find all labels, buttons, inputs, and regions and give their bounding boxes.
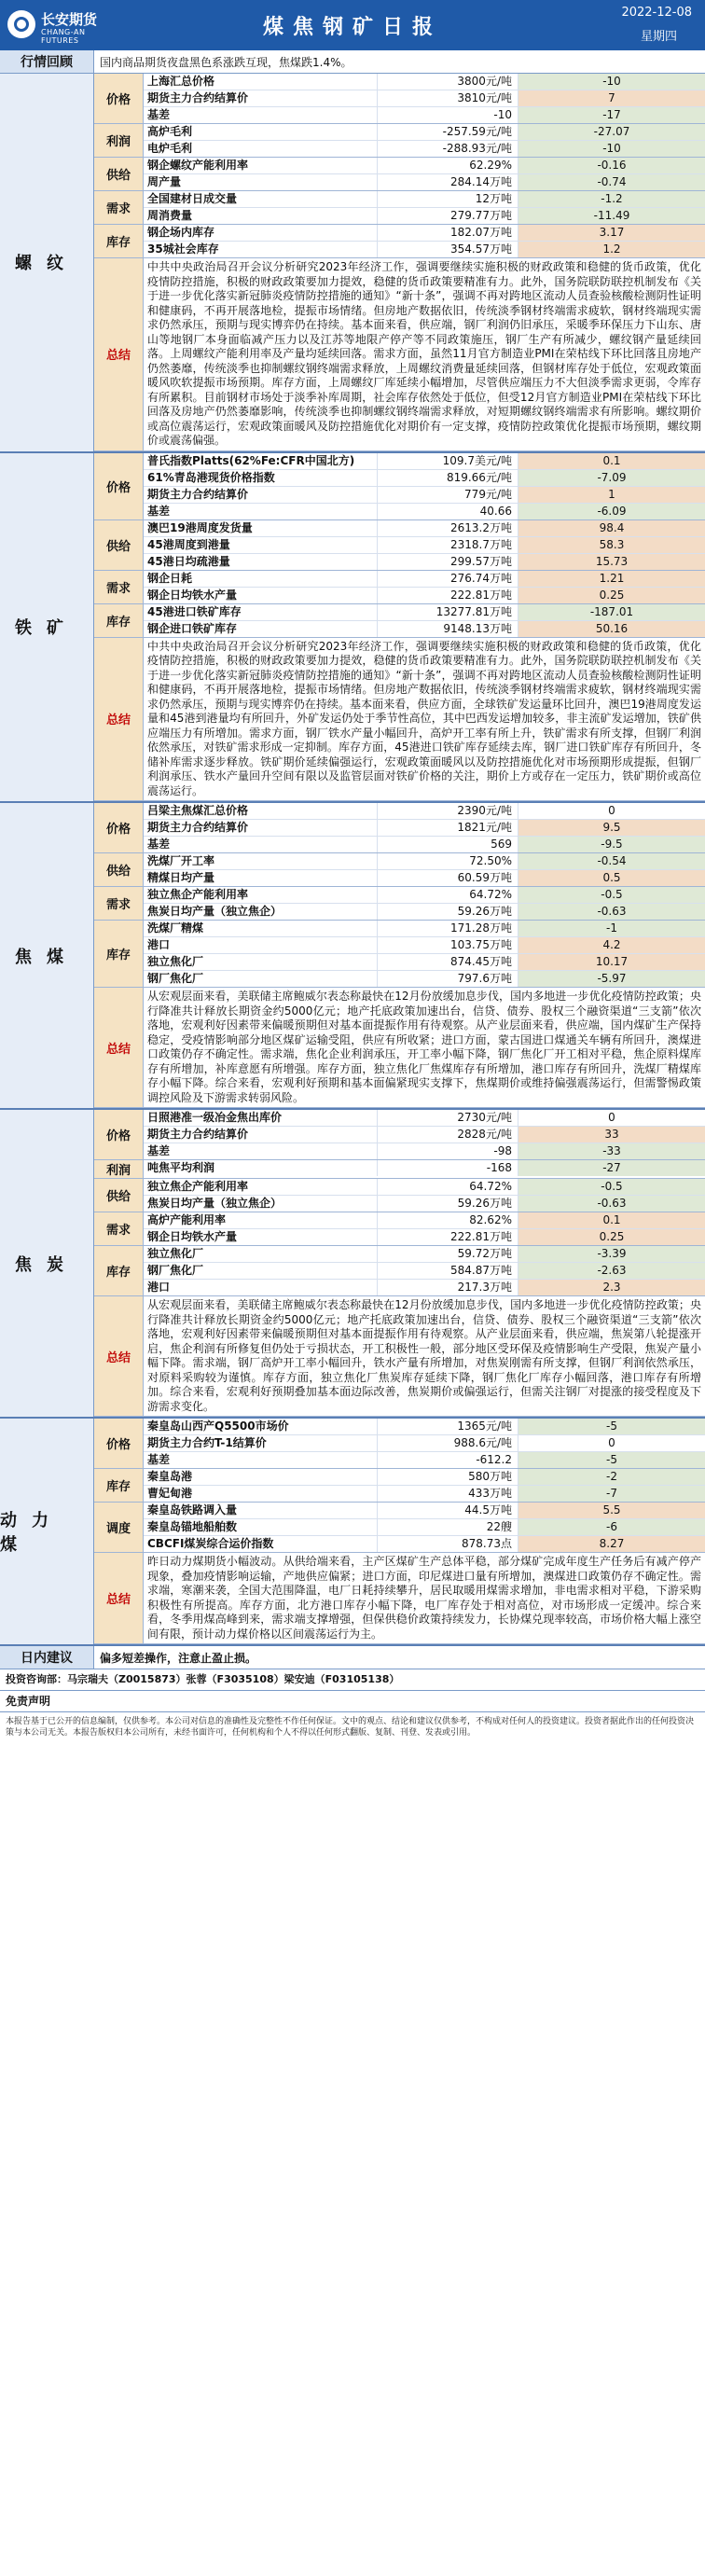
indicator-value: 40.66 xyxy=(378,504,518,519)
table-row xyxy=(144,1536,705,1552)
indicator-group xyxy=(94,604,705,638)
table-row xyxy=(144,604,705,621)
investment-consultants: 投资咨询部：马宗瑞夫（Z0015873）张蓉（F3035108）梁安迪（F03105138） xyxy=(0,1669,705,1691)
table-row xyxy=(144,487,705,504)
indicator-group xyxy=(94,887,705,921)
indicator-value: 72.50% xyxy=(378,853,518,869)
indicator-change: -1 xyxy=(518,921,705,936)
indicator-change: -2 xyxy=(518,1469,705,1485)
report-header xyxy=(0,0,705,50)
indicator-value: 103.75万吨 xyxy=(378,937,518,953)
indicator-value: 2318.7万吨 xyxy=(378,537,518,553)
indicator-name: 港口 xyxy=(144,937,378,953)
indicator-change: -5.97 xyxy=(518,971,705,987)
group-label: 供给 xyxy=(94,158,144,190)
indicator-value: 59.26万吨 xyxy=(378,1196,518,1212)
group-label: 需求 xyxy=(94,887,144,920)
indicator-change: 50.16 xyxy=(518,621,705,637)
indicator-name: 日照港准一级冶金焦出库价 xyxy=(144,1110,378,1126)
intraday-advice-text: 偏多短差操作，注意止盈止损。 xyxy=(100,1651,257,1665)
table-row xyxy=(144,1143,705,1159)
indicator-name: 钢企螺纹产能利用率 xyxy=(144,158,378,173)
indicator-value: 12万吨 xyxy=(378,191,518,207)
table-row xyxy=(144,554,705,570)
table-row xyxy=(144,1110,705,1127)
indicator-value: 3810元/吨 xyxy=(378,90,518,106)
table-row xyxy=(144,621,705,637)
indicator-value: 62.29% xyxy=(378,158,518,173)
table-row xyxy=(144,837,705,852)
indicator-value: -257.59元/吨 xyxy=(378,124,518,140)
indicator-name: 期货主力合约T-1结算价 xyxy=(144,1435,378,1451)
indicator-group xyxy=(94,453,705,520)
indicator-value: 217.3万吨 xyxy=(378,1280,518,1295)
table-row xyxy=(144,208,705,224)
indicator-change: -5 xyxy=(518,1419,705,1434)
indicator-name: 期货主力合约结算价 xyxy=(144,487,378,503)
commodity-body xyxy=(94,74,705,451)
indicator-name: 秦皇岛港 xyxy=(144,1469,378,1485)
indicator-group xyxy=(94,1419,705,1469)
indicator-value: 222.81万吨 xyxy=(378,1229,518,1245)
indicator-change: 0.5 xyxy=(518,870,705,886)
indicator-change: -33 xyxy=(518,1143,705,1159)
indicator-change: -0.5 xyxy=(518,1179,705,1195)
indicator-change: 0.25 xyxy=(518,588,705,603)
disclaimer-text: 本报告基于已公开的信息编制，仅供参考。本公司对信息的准确性及完整性不作任何保证。文中的观点、结论和建议仅供参考，不构成对任何人的投资建议。投资者据此作出的任何投资决策与本公司无关。本报告版权归本公司所有，未经书面许可，任何机构和个人不得以任何形式翻版、复制、刊登、发表或引用。 xyxy=(6,1717,695,1738)
indicator-name: 基差 xyxy=(144,504,378,519)
summary-label: 总结 xyxy=(94,1296,144,1416)
commodity-sections xyxy=(0,74,705,1646)
commodity-name: 焦炭 xyxy=(0,1110,94,1417)
summary-text: 中共中央政治局召开会议分析研究2023年经济工作，强调要继续实施积极的财政政策和稳健的货币政策，优化疫情防控措施，积极的财政政策要加力提效，稳健的货币政策要精准有力。此外，国务院联防联控机制发布《关于进一步优化落实新冠肺炎疫情防控措施的通知》“新十条”，强调不再对跨地区流动人员查验核酸检测阴性证明和健康码，不再开展落地检，提振市场情绪。但房地产数据依旧，传统淡季钢材终端需求疲软，钢材终端现实需求仍然承压，预期与现实博弈仍在持续。基本面来看，供应端，钢厂利润仍旧承压，采暖季环保压力下山东、唐山等地钢厂本身面临减产压力以及江苏等地限产停产等不同政策施压，钢厂生产有所减少，螺纹钢产量延续回落。上周螺纹产能利用率及产量均延续回落。需求方面，虽然11月官方制造业PMI在荣枯线下环比回落且房地产仍然萎靡，传统淡季也抑制螺纹钢终端需求释放，上周螺纹消费量延续回落，但钢材库存处于低位，宏观政策面暖风吹软提振市场预期。库存方面，上周螺纹厂库延续小幅增加，尽管供应端压力不大但淡季需求更弱，令库存有所累积。目前钢材市场处于淡季补库周期，社会库存依然处于低位，但受12月官方制造业PMI在荣枯线下环比回落及房地产仍然萎靡影响，传统淡季也抑制螺纹钢终端需求释放，对短期螺纹钢终端需求有所影响。螺纹期价或高位震荡运行，宏观政策面暖风及防控措施优化对期价有一定支撑，疫情防控政策优化提振市场预期，螺纹期价或震荡偏强。 xyxy=(147,260,701,447)
table-row xyxy=(144,174,705,190)
table-row xyxy=(144,158,705,174)
table-row xyxy=(144,1246,705,1263)
group-label: 价格 xyxy=(94,803,144,852)
indicator-value: -10 xyxy=(378,107,518,123)
indicator-name: 钢企日均铁水产量 xyxy=(144,588,378,603)
indicator-value: 59.72万吨 xyxy=(378,1246,518,1262)
indicator-change: 3.17 xyxy=(518,225,705,241)
indicator-value: 433万吨 xyxy=(378,1486,518,1502)
table-row xyxy=(144,1196,705,1212)
indicator-change: 98.4 xyxy=(518,520,705,536)
indicator-name: 港口 xyxy=(144,1280,378,1295)
table-row xyxy=(144,504,705,519)
group-label: 利润 xyxy=(94,1160,144,1178)
table-row xyxy=(144,887,705,904)
indicator-name: 全国建材日成交量 xyxy=(144,191,378,207)
table-row xyxy=(144,1280,705,1295)
intraday-advice-row xyxy=(0,1646,705,1669)
group-label: 价格 xyxy=(94,1419,144,1468)
indicator-change: 0.25 xyxy=(518,1229,705,1245)
indicator-change: 58.3 xyxy=(518,537,705,553)
group-label: 库存 xyxy=(94,225,144,257)
indicator-change: -17 xyxy=(518,107,705,123)
indicator-name: 期货主力合约结算价 xyxy=(144,1127,378,1143)
commodity-section xyxy=(0,1419,705,1646)
indicator-name: 精煤日均产量 xyxy=(144,870,378,886)
indicator-group xyxy=(94,158,705,191)
indicator-group xyxy=(94,520,705,571)
table-row xyxy=(144,1263,705,1280)
indicator-value: 584.87万吨 xyxy=(378,1263,518,1279)
group-label: 需求 xyxy=(94,1212,144,1245)
indicator-value: 13277.81万吨 xyxy=(378,604,518,620)
indicator-name: 钢企场内库存 xyxy=(144,225,378,241)
indicator-name: 基差 xyxy=(144,1143,378,1159)
summary-label: 总结 xyxy=(94,638,144,801)
indicator-value: 797.6万吨 xyxy=(378,971,518,987)
indicator-group xyxy=(94,1212,705,1246)
table-row xyxy=(144,90,705,107)
indicator-value: 2828元/吨 xyxy=(378,1127,518,1143)
commodity-section xyxy=(0,74,705,453)
indicator-name: CBCFI煤炭综合运价指数 xyxy=(144,1536,378,1552)
indicator-change: 8.27 xyxy=(518,1536,705,1552)
indicator-group xyxy=(94,74,705,124)
indicator-change: -11.49 xyxy=(518,208,705,224)
indicator-value: 988.6元/吨 xyxy=(378,1435,518,1451)
indicator-value: 819.66元/吨 xyxy=(378,470,518,486)
indicator-name: 高炉产能利用率 xyxy=(144,1212,378,1228)
indicator-value: 874.45万吨 xyxy=(378,954,518,970)
summary-block xyxy=(94,1553,705,1644)
indicator-change: -27.07 xyxy=(518,124,705,140)
indicator-name: 独立焦企产能利用率 xyxy=(144,1179,378,1195)
table-row xyxy=(144,853,705,870)
indicator-group xyxy=(94,1110,705,1160)
commodity-name: 铁矿 xyxy=(0,453,94,802)
group-label: 库存 xyxy=(94,1469,144,1502)
indicator-change: -187.01 xyxy=(518,604,705,620)
summary-text: 中共中央政治局召开会议分析研究2023年经济工作，强调要继续实施积极的财政政策和稳健的货币政策，优化疫情防控措施，积极的财政政策要加力提效，稳健的货币政策要精准有力。此外，国务院联防联控机制发布《关于进一步优化落实新冠肺炎疫情防控措施的通知》“新十条”，强调不再对跨地区流动人员查验核酸检测阴性证明和健康码，不再开展落地检，提振市场情绪。但房地产数据依旧，传统淡季钢材终端需求疲软，钢材终端现实需求仍然承压，预期与现实博弈仍在持续。基本面来看，供应方面，全球铁矿发运量环比回升，澳巴19港周度发运量和45港到港量均有所回升，外矿发运仍处于季节性高位，其中巴西发运增加较多，非主流矿发运增加，铁矿供应端压力有所增加。需求方面，钢厂铁水产量小幅回升，高炉开工率有所上升，铁矿需求有所支撑，但钢厂利润依然承压，对铁矿需求形成一定抑制。库存方面，45港进口铁矿库存延续去库，钢厂进口铁矿库存有所回升，冬储补库需求逐步释放。铁矿期价延续偏强运行，宏观政策面暖风以及防控措施优化对市场预期形成提振，但钢厂利润承压、铁水产量回升空间有限以及监管层面对铁矿价格的关注，期价上方或存在一定压力，铁矿期价或高位震荡运行。 xyxy=(147,639,701,797)
indicator-value: 64.72% xyxy=(378,887,518,903)
indicator-name: 秦皇岛山西产Q5500市场价 xyxy=(144,1419,378,1434)
indicator-value: 9148.13万吨 xyxy=(378,621,518,637)
indicator-change: -0.63 xyxy=(518,904,705,920)
indicator-change: 0 xyxy=(608,1436,615,1449)
indicator-value: 44.5万吨 xyxy=(378,1503,518,1518)
group-label: 供给 xyxy=(94,1179,144,1212)
indicator-name: 钢企日耗 xyxy=(144,571,378,587)
table-row xyxy=(144,820,705,837)
indicator-value: 580万吨 xyxy=(378,1469,518,1485)
group-label: 需求 xyxy=(94,571,144,603)
indicator-name: 上海汇总价格 xyxy=(144,74,378,90)
summary-block xyxy=(94,1296,705,1417)
indicator-name: 35城社会库存 xyxy=(144,242,378,257)
report-date: 2022-12-08 xyxy=(621,6,692,20)
table-row xyxy=(144,571,705,588)
indicator-value: 1821元/吨 xyxy=(378,820,518,836)
indicator-change: -6 xyxy=(518,1519,705,1535)
table-row xyxy=(144,1127,705,1143)
indicator-value: -612.2 xyxy=(378,1452,518,1468)
indicator-value: 22艘 xyxy=(378,1519,518,1535)
indicator-change: -7.09 xyxy=(518,470,705,486)
indicator-name: 45港周度到港量 xyxy=(144,537,378,553)
indicator-name: 高炉毛利 xyxy=(144,124,378,140)
indicator-value: -98 xyxy=(378,1143,518,1159)
indicator-group xyxy=(94,191,705,225)
indicator-group xyxy=(94,571,705,604)
commodity-name: 焦煤 xyxy=(0,803,94,1108)
indicator-group xyxy=(94,921,705,988)
market-review-label: 行情回顾 xyxy=(0,50,94,73)
indicator-name: 吨焦平均利润 xyxy=(144,1160,378,1176)
commodity-section xyxy=(0,803,705,1110)
indicator-group xyxy=(94,1503,705,1553)
summary-label: 总结 xyxy=(94,988,144,1107)
indicator-change: 1.2 xyxy=(518,242,705,257)
table-row xyxy=(144,191,705,208)
indicator-value: 569 xyxy=(378,837,518,852)
indicator-name: 钢企进口铁矿库存 xyxy=(144,621,378,637)
indicator-change: 33 xyxy=(518,1127,705,1143)
logo-cn-text: 长安期货 xyxy=(41,11,98,28)
indicator-group xyxy=(94,1469,705,1503)
table-row xyxy=(144,470,705,487)
indicator-change: -10 xyxy=(518,74,705,90)
indicator-name: 吕梁主焦煤汇总价格 xyxy=(144,803,378,819)
indicator-value: 2613.2万吨 xyxy=(378,520,518,536)
summary-block xyxy=(94,988,705,1108)
indicator-name: 45港日均疏港量 xyxy=(144,554,378,570)
group-label: 供给 xyxy=(94,853,144,886)
indicator-name: 周产量 xyxy=(144,174,378,190)
table-row xyxy=(144,1212,705,1229)
indicator-name: 61%青岛港现货价格指数 xyxy=(144,470,378,486)
summary-text: 从宏观层面来看，美联储主席鲍威尔表态称最快在12月份放缓加息步伐，国内多地进一步优化疫情防控政策；央行降准共计释放长期资金约5000亿元；地产托底政策加速出台，信贷、债券、股权三个融资渠道“三支箭”依次落地，宏观利好因素带来偏暖预期但对基本面提振作用有待观察。从产业层面来看，供应端，焦炭第八轮提涨开启，焦企利润有所修复但仍处于亏损状态，开工积极性一般，部分地区受环保及疫情影响生产受限，焦炭产量小幅下降。需求端，钢厂高炉开工率小幅回升，铁水产量有所增加，对焦炭刚需有所支撑，但钢厂利润依然承压，对原料采购较为谨慎。库存方面，独立焦化厂焦炭库存延续下降，钢厂焦化厂库存小幅回落，港口库存有所增加。综合来看，宏观利好预期叠加基本面边际改善，焦炭期价或偏强运行，但需关注钢厂对提涨的接受程度及下游需求变化。 xyxy=(147,1298,701,1413)
indicator-change: -10 xyxy=(518,141,705,157)
table-row xyxy=(144,937,705,954)
indicator-value: 3800元/吨 xyxy=(378,74,518,90)
indicator-change: 9.5 xyxy=(518,820,705,836)
table-row xyxy=(144,1419,705,1435)
indicator-name: 焦炭日均产量（独立焦企） xyxy=(144,1196,378,1212)
indicator-change: -6.09 xyxy=(518,504,705,519)
group-label: 需求 xyxy=(94,191,144,224)
table-row xyxy=(144,870,705,886)
table-row xyxy=(144,520,705,537)
table-row xyxy=(144,588,705,603)
group-label: 库存 xyxy=(94,921,144,987)
table-row xyxy=(144,225,705,242)
indicator-change: -2.63 xyxy=(518,1263,705,1279)
table-row xyxy=(144,904,705,920)
indicator-value: 59.26万吨 xyxy=(378,904,518,920)
table-row xyxy=(144,537,705,554)
indicator-value: 109.7美元/吨 xyxy=(378,453,518,469)
table-row xyxy=(144,1179,705,1196)
indicator-value: 284.14万吨 xyxy=(378,174,518,190)
indicator-name: 洗煤厂开工率 xyxy=(144,853,378,869)
group-label: 价格 xyxy=(94,453,144,519)
table-row xyxy=(144,242,705,257)
indicator-change: 0 xyxy=(608,804,615,817)
indicator-name: 洗煤厂精煤 xyxy=(144,921,378,936)
table-row xyxy=(144,954,705,971)
indicator-value: 2390元/吨 xyxy=(378,803,518,819)
indicator-name: 期货主力合约结算价 xyxy=(144,90,378,106)
indicator-change: -0.5 xyxy=(518,887,705,903)
indicator-value: 2730元/吨 xyxy=(378,1110,518,1126)
indicator-value: 222.81万吨 xyxy=(378,588,518,603)
table-row xyxy=(144,1452,705,1468)
indicator-group xyxy=(94,853,705,887)
indicator-name: 独立焦化厂 xyxy=(144,954,378,970)
indicator-change: 10.17 xyxy=(518,954,705,970)
indicator-change: -0.63 xyxy=(518,1196,705,1212)
indicator-change: 1 xyxy=(518,487,705,503)
table-row xyxy=(144,453,705,470)
table-row xyxy=(144,971,705,987)
table-row xyxy=(144,1519,705,1536)
indicator-value: 299.57万吨 xyxy=(378,554,518,570)
indicator-change: 5.5 xyxy=(518,1503,705,1518)
indicator-name: 基差 xyxy=(144,1452,378,1468)
commodity-section xyxy=(0,1110,705,1419)
intraday-advice-label: 日内建议 xyxy=(0,1646,94,1669)
group-label: 供给 xyxy=(94,520,144,570)
indicator-name: 澳巴19港周度发货量 xyxy=(144,520,378,536)
indicator-name: 秦皇岛锚地船舶数 xyxy=(144,1519,378,1535)
indicator-group xyxy=(94,124,705,158)
table-row xyxy=(144,1486,705,1502)
indicator-name: 钢厂焦化厂 xyxy=(144,1263,378,1279)
indicator-change: 0.1 xyxy=(518,1212,705,1228)
indicator-value: 82.62% xyxy=(378,1212,518,1228)
indicator-value: 276.74万吨 xyxy=(378,571,518,587)
commodity-body xyxy=(94,1110,705,1417)
indicator-value: 1365元/吨 xyxy=(378,1419,518,1434)
indicator-change: -1.2 xyxy=(518,191,705,207)
indicator-change: -0.74 xyxy=(518,174,705,190)
indicator-group xyxy=(94,225,705,258)
table-row xyxy=(144,1469,705,1486)
indicator-name: 周消费量 xyxy=(144,208,378,224)
indicator-name: 独立焦化厂 xyxy=(144,1246,378,1262)
indicator-change: -0.54 xyxy=(518,853,705,869)
indicator-change: 2.3 xyxy=(518,1280,705,1295)
table-row xyxy=(144,141,705,157)
table-row xyxy=(144,74,705,90)
commodity-body xyxy=(94,453,705,802)
indicator-value: -288.93元/吨 xyxy=(378,141,518,157)
indicator-name: 焦炭日均产量（独立焦企） xyxy=(144,904,378,920)
indicator-name: 独立焦企产能利用率 xyxy=(144,887,378,903)
group-label: 利润 xyxy=(94,124,144,157)
summary-label: 总结 xyxy=(94,1553,144,1643)
indicator-name: 秦皇岛铁路调入量 xyxy=(144,1503,378,1518)
table-row xyxy=(144,124,705,141)
indicator-name: 45港进口铁矿库存 xyxy=(144,604,378,620)
market-review-text: 国内商品期货夜盘黑色系涨跌互现，焦煤跌1.4%。 xyxy=(100,55,352,69)
indicator-value: 779元/吨 xyxy=(378,487,518,503)
indicator-change: 1.21 xyxy=(518,571,705,587)
table-row xyxy=(144,1160,705,1176)
group-label: 库存 xyxy=(94,604,144,637)
table-row xyxy=(144,1435,705,1452)
indicator-name: 基差 xyxy=(144,107,378,123)
indicator-change: -3.39 xyxy=(518,1246,705,1262)
indicator-change: 0 xyxy=(608,1111,615,1124)
indicator-value: 182.07万吨 xyxy=(378,225,518,241)
indicator-value: 354.57万吨 xyxy=(378,242,518,257)
indicator-name: 曹妃甸港 xyxy=(144,1486,378,1502)
indicator-change: 15.73 xyxy=(518,554,705,570)
market-review-row xyxy=(0,50,705,74)
indicator-value: 64.72% xyxy=(378,1179,518,1195)
indicator-value: 878.73点 xyxy=(378,1536,518,1552)
report-weekday: 星期四 xyxy=(640,30,677,44)
indicator-change: -5 xyxy=(518,1452,705,1468)
indicator-change: -0.16 xyxy=(518,158,705,173)
table-row xyxy=(144,1229,705,1245)
indicator-change: -27 xyxy=(518,1160,705,1176)
indicator-name: 基差 xyxy=(144,837,378,852)
indicator-value: -168 xyxy=(378,1160,518,1176)
disclaimer-title: 免责声明 xyxy=(0,1691,705,1712)
indicator-value: 279.77万吨 xyxy=(378,208,518,224)
indicator-name: 钢企日均铁水产量 xyxy=(144,1229,378,1245)
table-row xyxy=(144,921,705,937)
report-title: 煤焦钢矿日报 xyxy=(262,16,442,39)
indicator-name: 期货主力合约结算价 xyxy=(144,820,378,836)
commodity-section xyxy=(0,453,705,804)
commodity-name: 螺纹 xyxy=(0,74,94,451)
group-label: 库存 xyxy=(94,1246,144,1295)
indicator-value: 171.28万吨 xyxy=(378,921,518,936)
group-label: 价格 xyxy=(94,1110,144,1159)
indicator-group xyxy=(94,803,705,853)
commodity-body xyxy=(94,803,705,1108)
table-row xyxy=(144,107,705,123)
indicator-name: 钢厂焦化厂 xyxy=(144,971,378,987)
commodity-name: 动力煤 xyxy=(0,1419,94,1644)
summary-text: 从宏观层面来看，美联储主席鲍威尔表态称最快在12月份放缓加息步伐，国内多地进一步优化疫情防控政策；央行降准共计释放长期资金约5000亿元；地产托底政策加速出台，信贷、债券、股权三个融资渠道“三支箭”依次落地，宏观利好因素带来偏暖预期但对基本面提振作用有待观察。从产业层面来看，供应端，国内煤矿生产保持稳定，受疫情影响部分地区煤矿运输受阻，供应有所收紧；进口方面，蒙古国进口煤通关车辆有所回升，澳煤进口政策仍存不确定性。需求端，焦化企业利润承压，开工率小幅下降，钢厂焦化厂开工相对平稳，焦企原料煤库存有所增加，补库意愿有所增强。库存方面，独立焦化厂焦煤库存有所增加，港口库存有所回升，洗煤厂精煤库存小幅下降。综合来看，宏观利好预期和基本面偏紧现实支撑下，焦煤期价或维持偏强震荡运行，但需警惕政策调控风险及下游需求转弱风险。 xyxy=(147,990,701,1104)
indicator-value: 60.59万吨 xyxy=(378,870,518,886)
indicator-change: -9.5 xyxy=(518,837,705,852)
summary-block xyxy=(94,638,705,802)
commodity-body xyxy=(94,1419,705,1644)
indicator-group xyxy=(94,1160,705,1179)
table-row xyxy=(144,1503,705,1519)
group-label: 价格 xyxy=(94,74,144,123)
indicator-group xyxy=(94,1179,705,1212)
summary-block xyxy=(94,258,705,451)
summary-text: 昨日动力煤期货小幅波动。从供给端来看，主产区煤矿生产总体平稳，部分煤矿完成年度生产任务后有减产停产现象，叠加疫情影响运输，产地供应偏紧；进口方面，印尼煤进口量有所增加，澳煤进口政策仍存不确定性。需求端，寒潮来袭，全国大范围降温，电厂日耗持续攀升，居民取暖用煤需求增加，非电需求相对平稳，下游采购积极性有所提高。库存方面，北方港口库存小幅下降，电厂库存处于相对高位，对市场形成一定缓冲。综合来看，冬季用煤高峰到来，需求端支撑增强，但保供稳价政策持续发力，长协煤兑现率较高，市场价格大幅上涨空间有限，预计动力煤价格以区间震荡运行为主。 xyxy=(147,1555,701,1641)
indicator-change: 0.1 xyxy=(518,453,705,469)
logo-en-text: CHANG-AN FUTURES xyxy=(41,28,86,45)
indicator-name: 电炉毛利 xyxy=(144,141,378,157)
table-row xyxy=(144,803,705,820)
indicator-change: -7 xyxy=(518,1486,705,1502)
indicator-change: 7 xyxy=(518,90,705,106)
indicator-group xyxy=(94,1246,705,1296)
indicator-name: 普氏指数Platts(62%Fe:CFR中国北方) xyxy=(144,453,378,469)
group-label: 调度 xyxy=(94,1503,144,1552)
summary-label: 总结 xyxy=(94,258,144,450)
indicator-change: 4.2 xyxy=(518,937,705,953)
